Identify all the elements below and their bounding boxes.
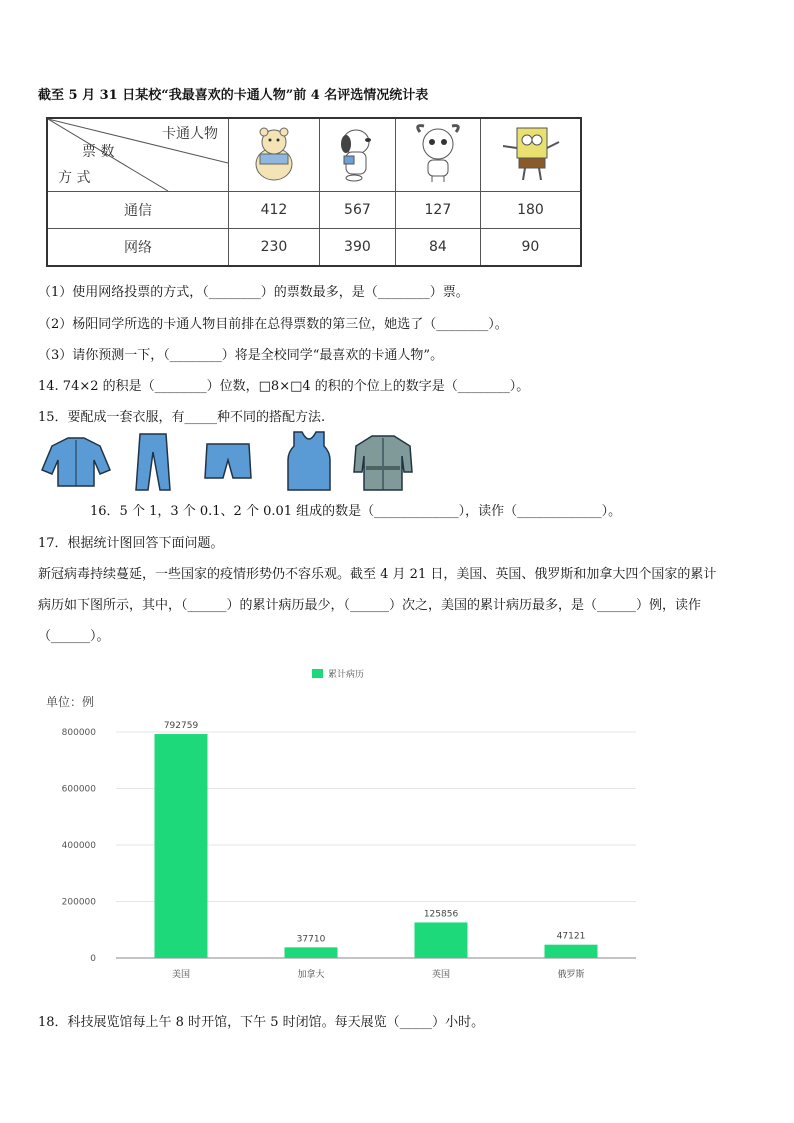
pooh-bear-icon: [244, 122, 304, 184]
character-spongebob-cell: [480, 118, 581, 192]
x-category-label: 美国: [171, 970, 191, 980]
q13-part1: （1）使用网络投票的方式，（________）的票数最多，是（________）票。: [38, 285, 469, 300]
question-18: 18．科技展览馆每上午 8 时开馆，下午 5 时闭馆。每天展览（_____）小时。: [38, 1015, 485, 1030]
question-15: 15．要配成一套衣服，有_____种不同的搭配方法.: [38, 410, 326, 425]
bar: [285, 947, 338, 958]
clothes-illustrations: [38, 430, 418, 492]
table-cell: 127: [395, 192, 480, 229]
character-sheep-cell: [395, 118, 480, 192]
table-diagonal-header: [47, 118, 229, 192]
bar-value-label: 125856: [423, 909, 459, 920]
question-16: 16．5 个 1，3 个 0.1、2 个 0.01 组成的数是（_____________），读作（_____________）。: [90, 504, 622, 519]
character-pooh-cell: [229, 118, 320, 192]
x-axis-labels: [172, 968, 585, 980]
bar: [545, 945, 598, 958]
bar-value-label: 47121: [556, 931, 586, 942]
table-cell: 90: [480, 229, 581, 266]
table-cell: 84: [395, 229, 480, 266]
vote-table: [46, 117, 582, 267]
table-cell: 412: [229, 192, 320, 229]
jacket-icon: [42, 438, 110, 486]
tank-top-icon: [288, 432, 330, 490]
sheep-icon: [410, 122, 466, 184]
clothes-row: [38, 430, 418, 492]
x-category-label: 英国: [431, 970, 451, 980]
unit-label: 单位：例: [46, 695, 95, 709]
chart-bars: [155, 721, 598, 958]
table-cell: 230: [229, 229, 320, 266]
table-cell: 390: [319, 229, 395, 266]
bar-value-label: 792759: [163, 721, 199, 732]
table-cell: 180: [480, 192, 581, 229]
row-label: 网络: [47, 229, 229, 266]
row-label: 通信: [47, 192, 229, 229]
y-tick-label: 400000: [61, 841, 96, 851]
question-17-text: （______）。: [38, 629, 110, 644]
shorts-icon: [205, 444, 251, 478]
header-method: 方 式: [58, 170, 91, 186]
y-axis-ticks: [62, 728, 97, 964]
bar-chart: [30, 660, 650, 990]
y-tick-label: 200000: [61, 897, 96, 908]
y-tick-label: 800000: [61, 728, 96, 738]
table-title: 截至 5 月 31 日某校“我最喜欢的卡通人物”前 4 名评选情况统计表: [38, 88, 429, 103]
question-17-title: 17．根据统计图回答下面问题。: [38, 536, 224, 551]
header-votes: 票 数: [82, 144, 115, 160]
bar-value-label: 37710: [296, 934, 326, 945]
q13-part2: （2）杨阳同学所选的卡通人物目前排在总得票数的第三位，她选了（________）。: [38, 317, 508, 332]
legend-label: 累计病历: [328, 670, 365, 680]
snoopy-icon: [332, 122, 382, 184]
legend-swatch: [312, 669, 323, 678]
q13-part3: （3）请你预测一下，（________）将是全校同学“最喜欢的卡通人物”。: [38, 348, 444, 363]
x-category-label: 加拿大: [297, 970, 325, 980]
y-tick-label: 0: [90, 954, 96, 964]
long-pants-icon: [136, 434, 170, 490]
chart-svg: [30, 660, 650, 990]
spongebob-icon: [497, 122, 563, 184]
coat-icon: [354, 436, 412, 490]
question-17-text: 新冠病毒持续蔓延，一些国家的疫情形势仍不容乐观。截至 4 月 21 日，美国、英国、俄罗斯和加拿大四个国家的累计: [38, 567, 717, 582]
bar: [155, 734, 208, 958]
y-tick-label: 600000: [61, 784, 96, 795]
character-snoopy-cell: [319, 118, 395, 192]
header-characters: 卡通人物: [162, 126, 218, 142]
question-17-text: 病历如下图所示，其中，（______）的累计病历最少，（______）次之，美国的累计病历最多，是（______）例，读作: [38, 598, 702, 613]
table-cell: 567: [319, 192, 395, 229]
x-category-label: 俄罗斯: [557, 970, 585, 980]
bar: [415, 922, 468, 958]
question-14: 14. 74×2 的积是（________）位数，□8×□4 的积的个位上的数字是（________）。: [38, 379, 530, 394]
